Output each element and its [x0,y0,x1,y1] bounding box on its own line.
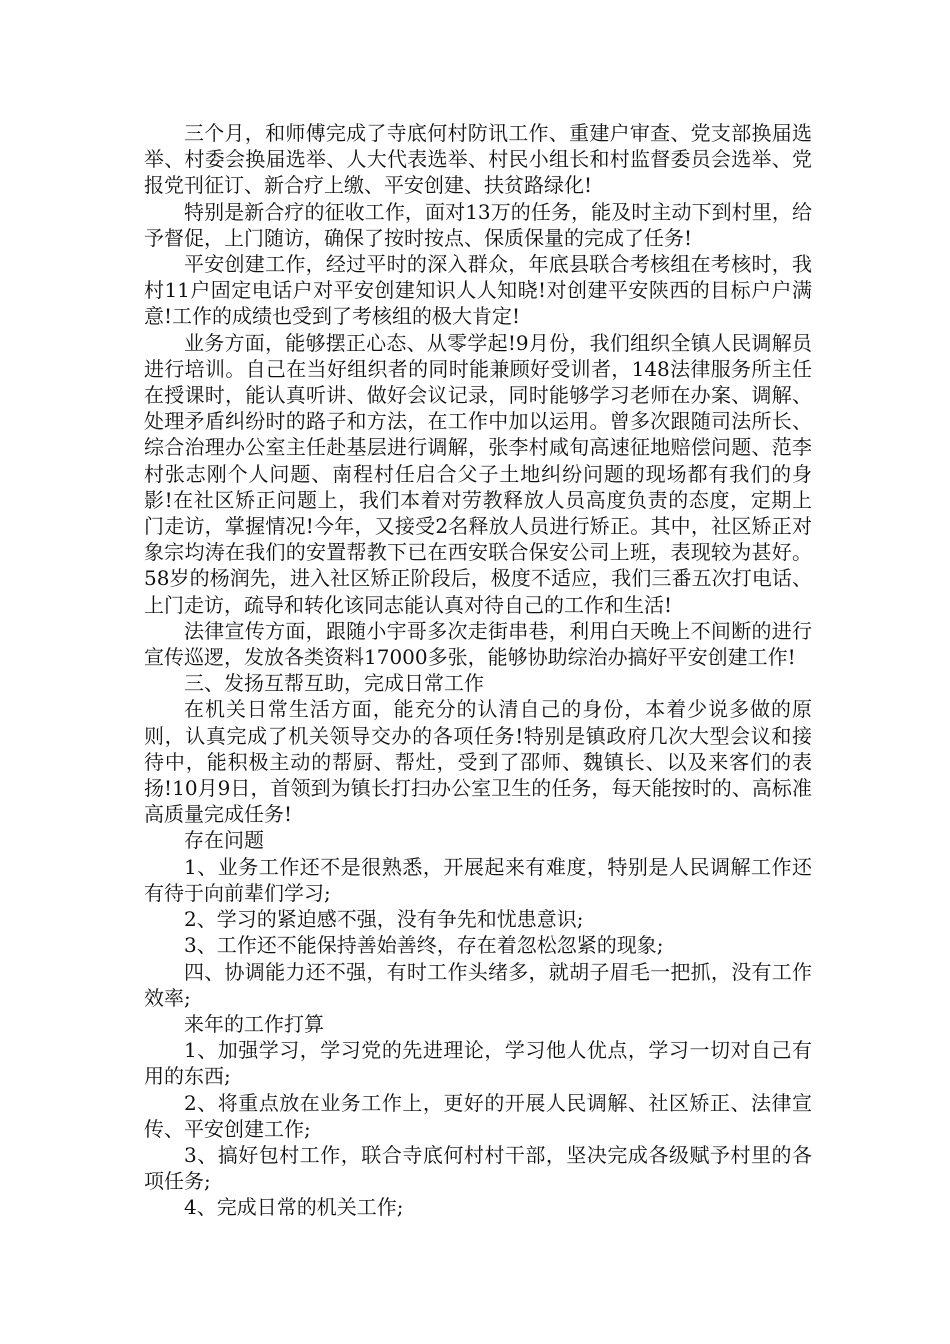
paragraph: 业务方面，能够摆正心态、从零学起!9月份，我们组织全镇人民调解员进行培训。自己在当好组织者的同时能兼顾好受训者，148法律服务所主任在授课时，能认真听讲、做好会议记录，同时能够学习老师在办案、调解、处理矛盾纠纷时的路子和方法，在工作中加以运用。曾多次跟随司法所长、综合治理办公室主任赴基层进行调解，张李村咸旬高速征地赔偿问题、范李村张志刚个人问题、南程村任启合父子土地纠纷问题的现场都有我们的身影!在社区矫正问题上，我们本着对劳教释放人员高度负责的态度，定期上门走访，掌握情况!今年，又接受2名释放人员进行矫正。其中，社区矫正对象宗均涛在我们的安置帮教下已在西安联合保安公司上班，表现较为甚好。58岁的杨润先，进入社区矫正阶段后，极度不适应，我们三番五次打电话、上门走访，疏导和转化该同志能认真对待自己的工作和生活! [144,330,812,617]
section-heading: 来年的工作打算 [184,1011,324,1036]
paragraph: 三个月，和师傅完成了寺底何村防讯工作、重建户审查、党支部换届选举、村委会换届选举、人大代表选举、村民小组长和村监督委员会选举、党报党刊征订、新合疗上缴、平安创建、扶贫路绿化! [144,121,812,198]
list-item: 2、学习的紧迫感不强，没有争先和忧患意识; [184,907,584,932]
list-item: 1、加强学习，学习党的先进理论，学习他人优点，学习一切对自己有用的东西; [144,1038,812,1089]
paragraph: 平安创建工作，经过平时的深入群众，年底县联合考核组在考核时，我村11户固定电话户对平安创建知识人人知晓!对创建平安陕西的目标户户满意!工作的成绩也受到了考核组的极大肯定! [144,252,812,329]
paragraph: 法律宣传方面，跟随小宇哥多次走街串巷，利用白天晚上不间断的进行宣传巡逻，发放各类资料17000多张，能够协助综治办搞好平安创建工作! [144,618,812,670]
document-body [144,120,812,1221]
paragraph: 在机关日常生活方面，能充分的认清自己的身份，本着少说多做的原则，认真完成了机关领导交办的各项任务!特别是镇政府几次大型会议和接待中，能积极主动的帮厨、帮灶，受到了邵师、魏镇长、以及来客们的表扬!10月9日，首领到为镇长打扫办公室卫生的任务，每天能按时的、高标准高质量完成任务! [144,697,812,827]
list-item: 四、协调能力还不强，有时工作头绪多，就胡子眉毛一把抓，没有工作效率; [144,959,812,1010]
list-item: 3、工作还不能保持善始善终，存在着忽松忽紧的现象; [184,933,664,958]
section-heading: 存在问题 [184,828,264,853]
section-heading: 三、发扬互帮互助，完成日常工作 [184,671,484,696]
list-item: 2、将重点放在业务工作上，更好的开展人民调解、社区矫正、法律宣传、平安创建工作; [144,1090,812,1141]
list-item: 1、业务工作还不是很熟悉，开展起来有难度，特别是人民调解工作还有待于向前辈们学习; [144,854,812,905]
list-item: 4、完成日常的机关工作; [184,1195,404,1220]
paragraph: 特别是新合疗的征收工作，面对13万的任务，能及时主动下到村里，给予督促，上门随访，确保了按时按点、保质保量的完成了任务! [144,199,812,250]
list-item: 3、搞好包村工作，联合寺底何村村干部，坚决完成各级赋予村里的各项任务; [144,1142,812,1194]
